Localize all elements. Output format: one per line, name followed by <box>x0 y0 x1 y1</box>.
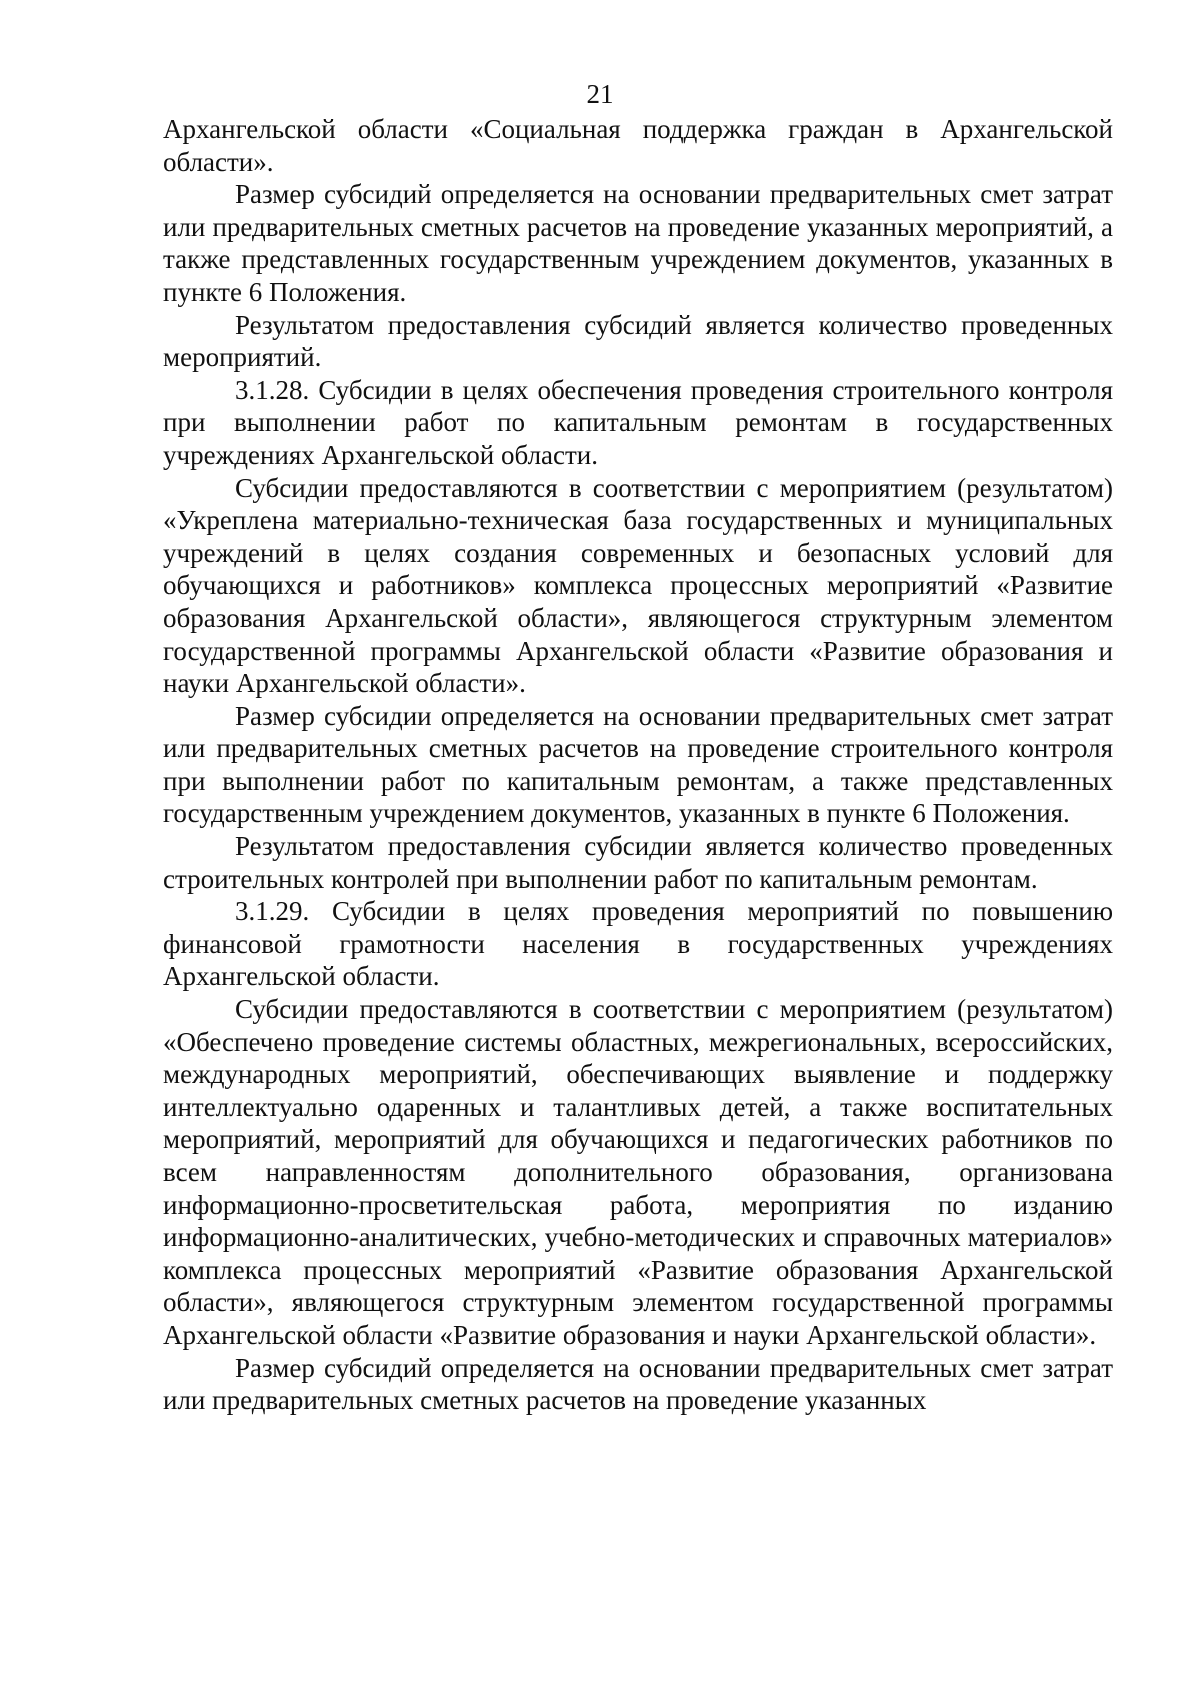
paragraph-subsidy-result: Результатом предоставления субсидии является количество проведенных строительных контролей при выполнении работ по капитальным ремонтам. <box>163 831 1113 894</box>
paragraph-subsidy-size: Размер субсидий определяется на основании предварительных смет затрат или предварительных сметных расчетов на проведение указанных <box>163 1352 1113 1416</box>
paragraph-subsidy-provision: Субсидии предоставляются в соответствии с мероприятием (результатом) «Обеспечено проведение системы областных, межрегиональных, всероссийских, международных мероприятий, обеспечивающих выявление и поддержку интеллектуально одаренных и талантливых детей, а также воспитательных мероприятий, мероприятий для обучающихся и педагогических работников по всем направленностям дополнительного образования, организована информационно-просветительская работа, мероприятия по изданию информационно-аналитических, учебно-методических и справочных материалов» комплекса процессных мероприятий «Развитие образования Архангельской области», являющегося структурным элементом государственной программы Архангельской области «Развитие образования и науки Архангельской области». <box>163 994 1113 1350</box>
paragraph-subsidy-result: Результатом предоставления субсидий является количество проведенных мероприятий. <box>163 309 1113 373</box>
page-number: 21 <box>586 79 614 109</box>
document-body <box>163 113 1113 1417</box>
paragraph-subsidy-provision: Субсидии предоставляются в соответствии с мероприятием (результатом) «Укреплена материально-техническая база государственных и муниципальных учреждений в целях создания современных и безопасных условий для обучающихся и работников» комплекса процессных мероприятий «Развитие образования Архангельской области», являющегося структурным элементом государственной программы Архангельской области «Развитие образования и науки Архангельской области». <box>163 472 1113 699</box>
paragraph-subsidy-size: Размер субсидии определяется на основании предварительных смет затрат или предварительных сметных расчетов на проведение строительного контроля при выполнении работ по капитальным ремонтам, а также представленных государственным учреждением документов, указанных в пункте 6 Положения. <box>163 700 1113 829</box>
paragraph-subsidy-size: Размер субсидий определяется на основании предварительных смет затрат или предварительных сметных расчетов на проведение указанных мероприятий, а также представленных государственным учреждением документов, указанных в пункте 6 Положения. <box>163 179 1113 307</box>
paragraph-clause-3-1-28: 3.1.28. Субсидии в целях обеспечения проведения строительного контроля при выполнении работ по капитальным ремонтам в государственных учреждениях Архангельской области. <box>163 374 1113 470</box>
paragraph-clause-3-1-29: 3.1.29. Субсидии в целях проведения мероприятий по повышению финансовой грамотности населения в государственных учреждениях Архангельской области. <box>163 896 1113 992</box>
paragraph-continuation: Архангельской области «Социальная поддержка граждан в Архангельской области». <box>163 114 1113 177</box>
